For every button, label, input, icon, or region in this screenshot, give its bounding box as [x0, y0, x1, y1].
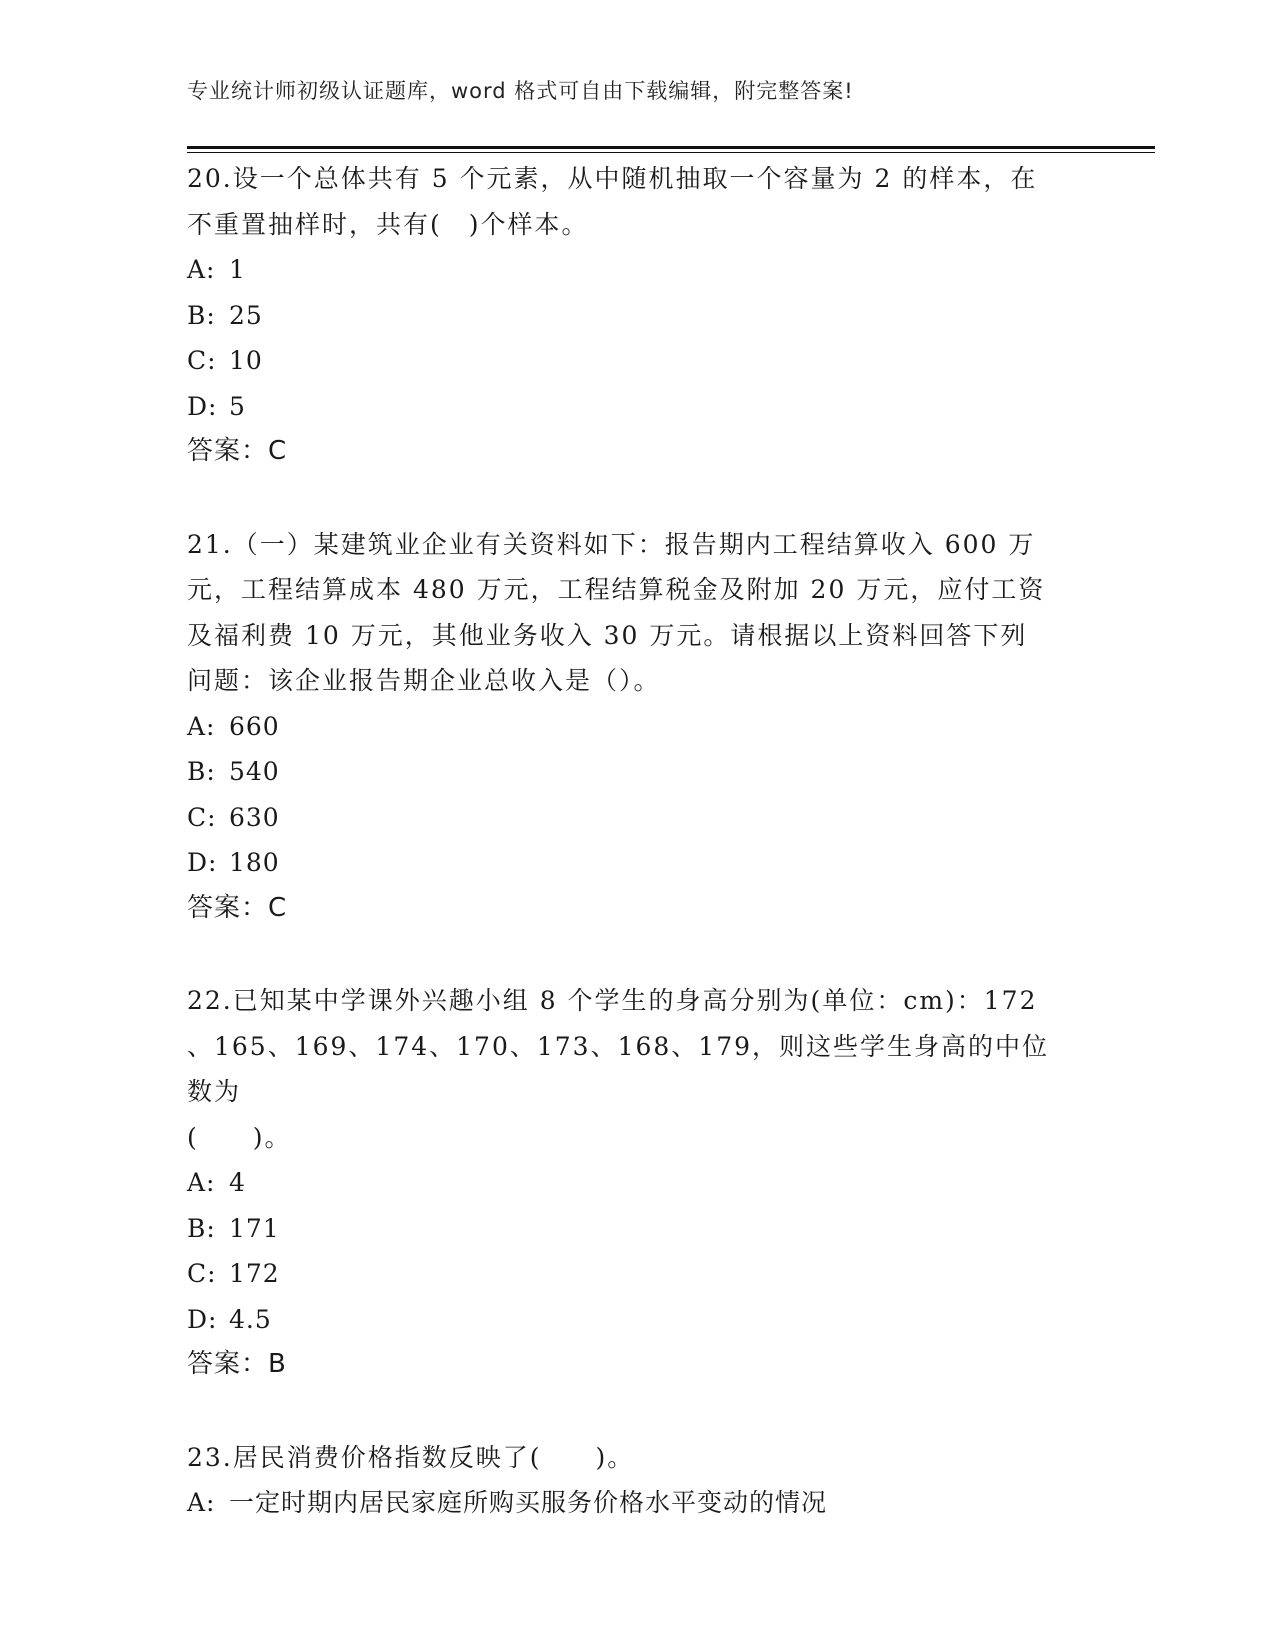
- option-text: 一定时期内居民家庭所购买服务价格水平变动的情况: [229, 1488, 828, 1517]
- question-22: [187, 978, 1067, 1388]
- option-b: [187, 293, 1067, 339]
- question-stem-line: 21.（一）某建筑业企业有关资料如下：报告期内工程结算收入 600 万: [187, 529, 1036, 559]
- page-header: 专业统计师初级认证题库，word 格式可自由下载编辑，附完整答案!: [187, 79, 854, 103]
- answer-line: 答案：B: [187, 1349, 287, 1379]
- option-letter: D:: [187, 391, 218, 421]
- question-stem-line: 23.居民消费价格指数反映了( )。: [187, 1442, 635, 1472]
- option-letter: B:: [187, 1213, 216, 1243]
- option-a: [187, 1480, 1067, 1526]
- header-rule-thick: [187, 146, 1155, 149]
- option-letter: A:: [187, 1488, 216, 1517]
- option-text: 540: [229, 757, 280, 786]
- option-c: [187, 338, 1067, 384]
- option-letter: D:: [187, 848, 218, 877]
- option-text: 25: [229, 300, 263, 330]
- question-stem-line: 问题：该企业报告期企业总收入是（）。: [187, 666, 661, 695]
- option-text: 180: [229, 848, 280, 877]
- option-b: [187, 1206, 1067, 1252]
- option-letter: C:: [187, 346, 217, 375]
- option-letter: A:: [187, 711, 216, 741]
- option-c: [187, 1251, 1067, 1297]
- option-letter: C:: [187, 1259, 217, 1288]
- option-a: [187, 247, 1067, 293]
- option-a: [187, 704, 1067, 750]
- question-stem-line: 不重置抽样时，共有( )个样本。: [187, 209, 589, 239]
- option-a: [187, 1160, 1067, 1206]
- option-text: 660: [229, 711, 280, 741]
- header-rule-thin: [187, 152, 1155, 153]
- question-stem-line: 元，工程结算成本 480 万元，工程结算税金及附加 20 万元，应付工资: [187, 575, 1046, 604]
- option-letter: A:: [187, 255, 216, 284]
- question-20: [187, 156, 1067, 475]
- answer-line: 答案：C: [187, 436, 288, 466]
- option-c: [187, 795, 1067, 841]
- question-stem-line: 22.已知某中学课外兴趣小组 8 个学生的身高分别为(单位：cm)：172: [187, 986, 1038, 1015]
- option-letter: B:: [187, 757, 216, 786]
- answer-line: 答案：C: [187, 892, 288, 923]
- question-stem-line: 及福利费 10 万元，其他业务收入 30 万元。请根据以上资料回答下列: [187, 620, 1028, 650]
- question-23: [187, 1435, 1067, 1526]
- option-text: 10: [229, 346, 263, 375]
- option-d: [187, 384, 1067, 430]
- question-21: [187, 522, 1067, 932]
- question-list: [187, 156, 1067, 1573]
- option-d: [187, 1297, 1067, 1343]
- option-text: 4.5: [229, 1304, 272, 1334]
- question-stem-line: ( )。: [187, 1122, 292, 1152]
- option-letter: A:: [187, 1168, 216, 1197]
- option-letter: C:: [187, 802, 217, 832]
- option-d: [187, 840, 1067, 886]
- option-b: [187, 749, 1067, 795]
- option-text: 4: [229, 1168, 246, 1197]
- option-letter: B:: [187, 300, 216, 330]
- question-stem-line: 20.设一个总体共有 5 个元素，从中随机抽取一个容量为 2 的样本，在: [187, 164, 1038, 193]
- option-text: 172: [229, 1259, 280, 1288]
- option-text: 630: [229, 802, 280, 832]
- option-letter: D:: [187, 1304, 218, 1334]
- option-text: 5: [229, 391, 246, 421]
- option-text: 171: [229, 1213, 280, 1243]
- question-stem-line: 、165、169、174、170、173、168、179，则这些学生身高的中位数为: [187, 1031, 1050, 1106]
- option-text: 1: [229, 255, 246, 284]
